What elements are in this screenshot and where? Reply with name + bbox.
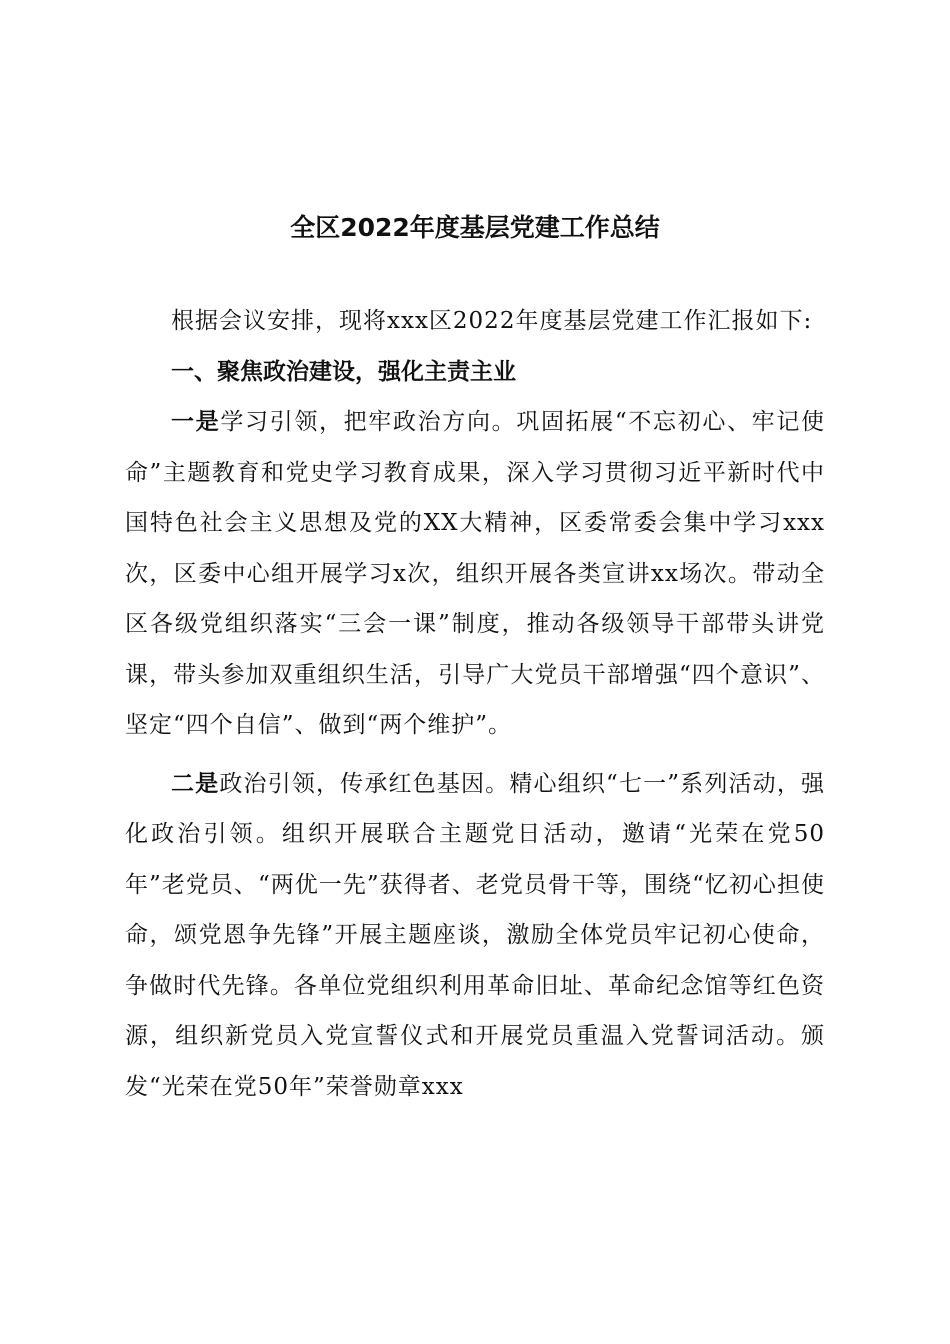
item-lead: 二是 <box>171 770 220 797</box>
document-page <box>125 206 825 1112</box>
item-text: 学习引领，把牢政治方向。巩固拓展“不忘初心、牢记使命”主题教育和党史学习教育成果，深入学习贯彻习近平新时代中国特色社会主义思想及党的XX大精神，区委常委会集中学习xxx次，区委中心组开展学习x次，组织开展各类宣讲xx场次。带动全区各级党组织落实“三会一课”制度，推动各级领导干部带头讲党课，带头参加双重组织生活，引导广大党员干部增强“四个意识”、坚定“四个自信”、做到“两个维护”。 <box>125 409 825 738</box>
item-paragraph-1 <box>125 397 825 751</box>
item-lead: 一是 <box>171 409 221 435</box>
item-text: 政治引领，传承红色基因。精心组织“七一”系列活动，强化政治引领。组织开展联合主题党日活动，邀请“光荣在党50年”老党员、“两优一先”获得者、老党员骨干等，围绕“忆初心担使命，颂党恩争先锋”开展主题座谈，激励全体党员牢记初心使命，争做时代先锋。各单位党组织利用革命旧址、革命纪念馆等红色资源，组织新党员入党宣誓仪式和开展党员重温入党誓词活动。颁发“光荣在党50年”荣誉勋章xxx <box>125 770 825 1100</box>
item-paragraph-2 <box>125 759 825 1113</box>
intro-paragraph: 根据会议安排，现将xxx区2022年度基层党建工作汇报如下: <box>171 308 813 334</box>
document-title: 全区2022年度基层党建工作总结 <box>290 213 660 242</box>
section-heading: 一、聚焦政治建设，强化主责主业 <box>171 358 516 385</box>
